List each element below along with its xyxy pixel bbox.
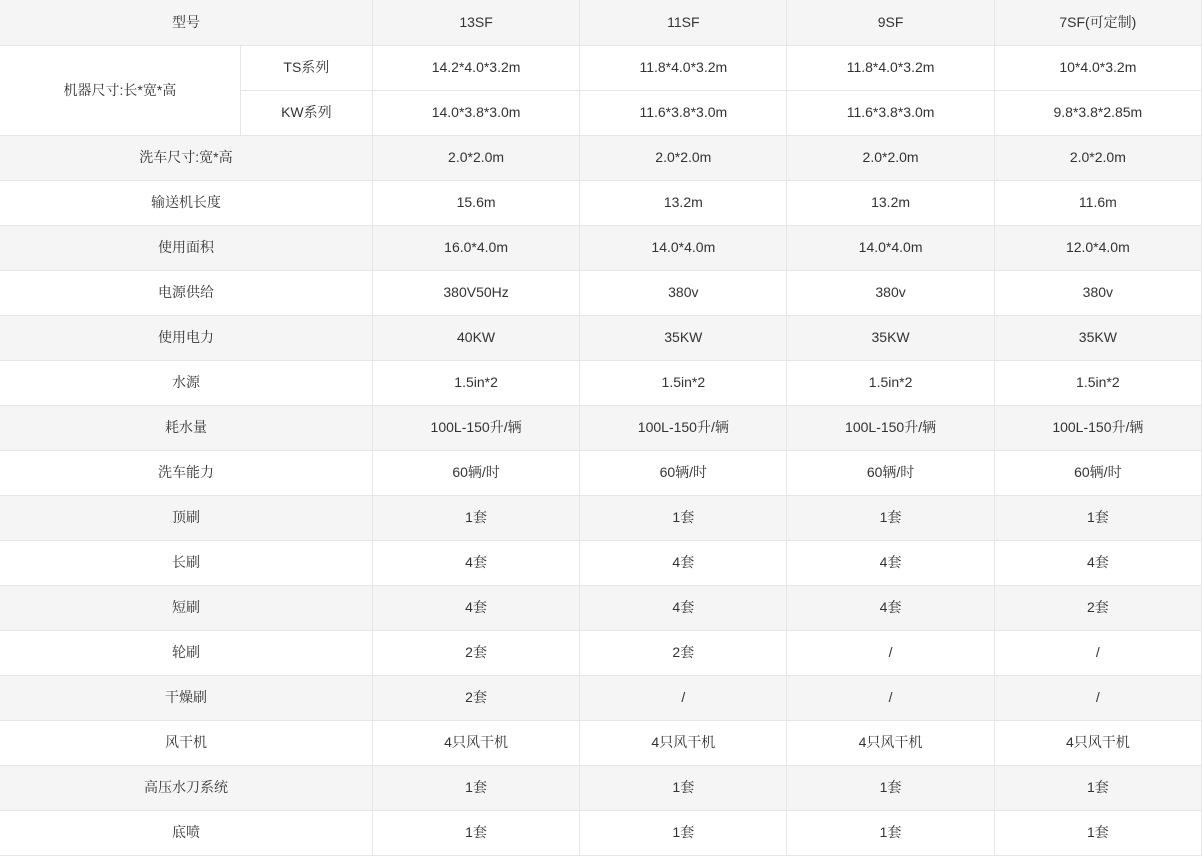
sub-label-kw-series: KW系列 (240, 90, 372, 135)
cell-value: 4只风干机 (580, 720, 787, 765)
row-label: 长刷 (0, 540, 372, 585)
cell-value: 1套 (994, 495, 1201, 540)
cell-value: 15.6m (372, 180, 579, 225)
row-label: 短刷 (0, 585, 372, 630)
table-row (0, 225, 1202, 270)
cell-value: 4套 (994, 540, 1201, 585)
header-column-0: 13SF (372, 0, 579, 45)
row-label: 风干机 (0, 720, 372, 765)
cell-value: 1套 (580, 810, 787, 855)
table-row (0, 495, 1202, 540)
cell-value: 4只风干机 (372, 720, 579, 765)
cell-value: 380v (994, 270, 1201, 315)
cell-value: 10*4.0*3.2m (994, 45, 1201, 90)
cell-value: 1.5in*2 (580, 360, 787, 405)
cell-value: 35KW (994, 315, 1201, 360)
table-row (0, 270, 1202, 315)
row-label: 洗车尺寸:宽*高 (0, 135, 372, 180)
header-column-2: 9SF (787, 0, 994, 45)
cell-value: 2套 (372, 630, 579, 675)
row-label: 洗车能力 (0, 450, 372, 495)
cell-value: 1.5in*2 (372, 360, 579, 405)
table-row (0, 675, 1202, 720)
row-label: 使用面积 (0, 225, 372, 270)
cell-value: 13.2m (787, 180, 994, 225)
row-label: 干燥刷 (0, 675, 372, 720)
cell-value: 1套 (372, 495, 579, 540)
cell-value: / (580, 675, 787, 720)
cell-value: 2套 (994, 585, 1201, 630)
cell-value: 1套 (787, 765, 994, 810)
table-row (0, 45, 1202, 90)
header-column-1: 11SF (580, 0, 787, 45)
cell-value: 1.5in*2 (787, 360, 994, 405)
cell-value: 1套 (580, 765, 787, 810)
cell-value: 100L-150升/辆 (994, 405, 1201, 450)
cell-value: 11.8*4.0*3.2m (787, 45, 994, 90)
cell-value: 1套 (372, 810, 579, 855)
cell-value: 60辆/时 (580, 450, 787, 495)
header-label: 型号 (0, 0, 372, 45)
cell-value: 380v (580, 270, 787, 315)
cell-value: 100L-150升/辆 (372, 405, 579, 450)
table-row (0, 810, 1202, 855)
cell-value: 12.0*4.0m (994, 225, 1201, 270)
cell-value: 60辆/时 (372, 450, 579, 495)
row-label: 电源供给 (0, 270, 372, 315)
cell-value: 2套 (372, 675, 579, 720)
table-row (0, 180, 1202, 225)
cell-value: / (994, 630, 1201, 675)
table-row (0, 135, 1202, 180)
table-row (0, 450, 1202, 495)
cell-value: 2套 (580, 630, 787, 675)
cell-value: 1套 (994, 765, 1201, 810)
cell-value: 4套 (372, 540, 579, 585)
row-label: 高压水刀系统 (0, 765, 372, 810)
cell-value: 11.8*4.0*3.2m (580, 45, 787, 90)
table-row (0, 720, 1202, 765)
row-label: 顶刷 (0, 495, 372, 540)
cell-value: 14.0*3.8*3.0m (372, 90, 579, 135)
cell-value: 14.0*4.0m (580, 225, 787, 270)
cell-value: 1套 (994, 810, 1201, 855)
cell-value: 35KW (580, 315, 787, 360)
cell-value: 14.2*4.0*3.2m (372, 45, 579, 90)
row-label: 底喷 (0, 810, 372, 855)
cell-value: / (994, 675, 1201, 720)
cell-value: 380V50Hz (372, 270, 579, 315)
cell-value: 11.6*3.8*3.0m (580, 90, 787, 135)
cell-value: / (787, 630, 994, 675)
table-row (0, 315, 1202, 360)
cell-value: 2.0*2.0m (372, 135, 579, 180)
cell-value: / (787, 675, 994, 720)
cell-value: 1.5in*2 (994, 360, 1201, 405)
cell-value: 35KW (787, 315, 994, 360)
row-label: 使用电力 (0, 315, 372, 360)
cell-value: 60辆/时 (994, 450, 1201, 495)
table-row (0, 630, 1202, 675)
cell-value: 40KW (372, 315, 579, 360)
cell-value: 100L-150升/辆 (580, 405, 787, 450)
row-label: 输送机长度 (0, 180, 372, 225)
row-label: 耗水量 (0, 405, 372, 450)
cell-value: 4套 (372, 585, 579, 630)
cell-value: 16.0*4.0m (372, 225, 579, 270)
cell-value: 100L-150升/辆 (787, 405, 994, 450)
row-label: 水源 (0, 360, 372, 405)
cell-value: 13.2m (580, 180, 787, 225)
table-row (0, 585, 1202, 630)
table-row (0, 360, 1202, 405)
sub-label-ts-series: TS系列 (240, 45, 372, 90)
cell-value: 4只风干机 (994, 720, 1201, 765)
cell-value: 60辆/时 (787, 450, 994, 495)
cell-value: 4套 (787, 585, 994, 630)
table-row (0, 405, 1202, 450)
cell-value: 11.6m (994, 180, 1201, 225)
cell-value: 1套 (787, 810, 994, 855)
row-label: 轮刷 (0, 630, 372, 675)
cell-value: 2.0*2.0m (580, 135, 787, 180)
cell-value: 4只风干机 (787, 720, 994, 765)
table-row (0, 765, 1202, 810)
cell-value: 380v (787, 270, 994, 315)
cell-value: 1套 (580, 495, 787, 540)
group-label-machine-size: 机器尺寸:长*宽*高 (0, 45, 240, 135)
cell-value: 14.0*4.0m (787, 225, 994, 270)
cell-value: 1套 (372, 765, 579, 810)
cell-value: 11.6*3.8*3.0m (787, 90, 994, 135)
table-header-row (0, 0, 1202, 45)
cell-value: 2.0*2.0m (787, 135, 994, 180)
cell-value: 9.8*3.8*2.85m (994, 90, 1201, 135)
table-row (0, 540, 1202, 585)
cell-value: 4套 (787, 540, 994, 585)
cell-value: 1套 (787, 495, 994, 540)
cell-value: 2.0*2.0m (994, 135, 1201, 180)
cell-value: 4套 (580, 585, 787, 630)
header-column-3: 7SF(可定制) (994, 0, 1201, 45)
cell-value: 4套 (580, 540, 787, 585)
